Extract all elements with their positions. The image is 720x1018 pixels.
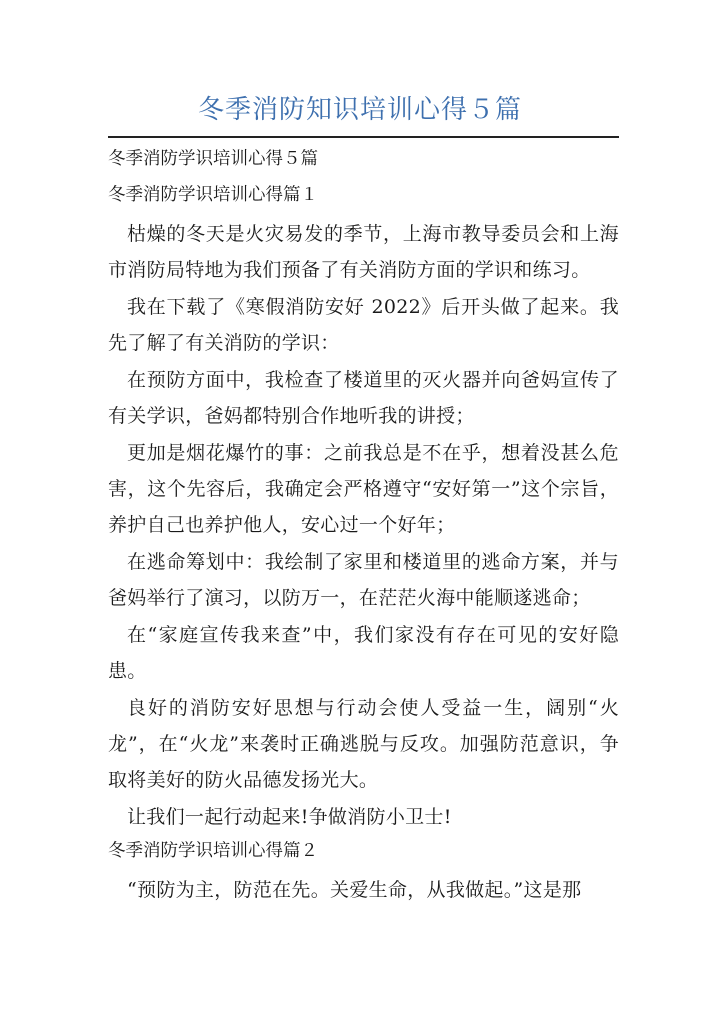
paragraph: 更加是烟花爆竹的事：之前我总是不在乎，想着没甚么危害，这个先容后，我确定会严格遵守“安好第一”这个宗旨，养护自己也养护他人，安心过一个好年；	[108, 442, 619, 536]
paragraph: 良好的消防安好思想与行动会使人受益一生，阔别“火龙”，在“火龙”来袭时正确逃脱与反攻。加强防范意识，争取将美好的防火品德发扬光大。	[108, 697, 619, 791]
paragraph: 让我们一起行动起来!争做消防小卫士!	[127, 806, 452, 828]
paragraph: “预防为主，防范在先。关爱生命，从我做起。”这是那	[127, 879, 582, 901]
paragraph: 枯燥的冬天是火灾易发的季节，上海市教导委员会和上海市消防局特地为我们预备了有关消防方面的学识和练习。	[108, 223, 619, 281]
document-subtitle: 冬季消防学识培训心得５篇	[108, 149, 318, 169]
document-body	[108, 144, 619, 909]
paragraph: 在逃命筹划中：我绘制了家里和楼道里的逃命方案，并与爸妈举行了演习，以防万一，在茫茫火海中能顺遂逃命；	[108, 551, 619, 609]
document-title: 冬季消防知识培训心得５篇	[197, 95, 522, 125]
section-heading: 冬季消防学识培训心得篇１	[108, 185, 318, 205]
paragraph: 我在下载了《寒假消防安好 2022》后开头做了起来。我先了解了有关消防的学识：	[108, 296, 619, 354]
paragraph: 在预防方面中，我检查了楼道里的灭火器并向爸妈宣传了有关学识，爸妈都特别合作地听我的讲授；	[108, 369, 619, 427]
paragraph: 在“家庭宣传我来查”中，我们家没有存在可见的安好隐患。	[108, 624, 619, 682]
title-divider	[108, 136, 619, 138]
section-heading: 冬季消防学识培训心得篇２	[108, 841, 318, 861]
